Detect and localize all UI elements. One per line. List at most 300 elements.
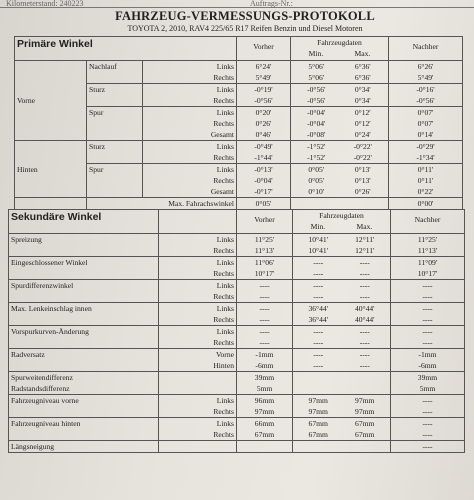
min-value: ----: [313, 258, 324, 267]
secondary-label-cell: [9, 372, 159, 395]
angle-group-label: Spur: [87, 164, 143, 198]
nachher-value: -0°56': [416, 96, 435, 105]
secondary-row-label: Spurweitendifferenz: [11, 373, 73, 382]
side-label: Hinten: [213, 361, 234, 370]
fahrachs-label: Max. Fahrachswinkel: [87, 198, 237, 210]
side-label: Rechts: [213, 338, 234, 347]
side-labels: [143, 84, 237, 107]
max-values: [340, 107, 385, 140]
max-value: 12°11': [355, 246, 375, 255]
primary-heading: Primäre Winkel: [15, 37, 237, 61]
vorher-values: [237, 349, 293, 372]
max-value: ----: [359, 338, 370, 347]
nachher-values: [389, 164, 463, 198]
max-value: 12°11': [355, 235, 375, 244]
side-label: Rechts: [213, 407, 234, 416]
side-labels: [159, 372, 237, 395]
max-value: 0°13': [354, 165, 371, 174]
spec-values: [291, 164, 389, 198]
spec-values: [293, 257, 391, 280]
side-label: Rechts: [213, 153, 235, 162]
side-label: [161, 441, 234, 452]
col-vorher: [237, 37, 291, 61]
secondary-label-cell: [9, 280, 159, 303]
secondary-row: [9, 234, 465, 257]
vorher-values: [237, 326, 293, 349]
nachher-values: [391, 326, 465, 349]
vorher-value: 11°06': [254, 258, 275, 267]
min-values: [296, 257, 341, 279]
side-labels: [159, 395, 237, 418]
min-values: [296, 303, 341, 325]
sec-col-nachher-label: Nachher: [414, 215, 441, 224]
vorher-value: ----: [259, 338, 270, 347]
side-label: Rechts: [213, 119, 235, 128]
min-value: [296, 372, 341, 383]
spec-values: [293, 303, 391, 326]
max-value: 97mm: [355, 407, 375, 416]
secondary-row-label: Vorspurkurven-Änderung: [11, 327, 89, 336]
vorher-value: 0°20': [255, 108, 272, 117]
min-values: [294, 141, 339, 163]
nachher-value: ----: [422, 327, 433, 336]
sec-col-min-label: Min.: [310, 222, 326, 231]
nachher-value: 11°13': [417, 246, 438, 255]
min-values: [296, 395, 341, 417]
col-fahrzeugdaten: [291, 37, 389, 61]
max-values: [340, 164, 385, 197]
max-values: [340, 141, 385, 163]
nachher-value: 0°11': [417, 176, 434, 185]
vorher-value: -1°44': [254, 153, 273, 162]
min-value: ----: [313, 338, 324, 347]
secondary-row: [9, 280, 465, 303]
vorher-values: [237, 61, 291, 84]
min-value: [296, 383, 341, 394]
min-value: -0°56': [307, 96, 326, 105]
header-strip: [0, 0, 474, 8]
vorher-values: [237, 303, 293, 326]
min-values: [294, 107, 339, 140]
spec-values: [293, 349, 391, 372]
nachher-values: [391, 441, 465, 453]
vorher-value: 66mm: [254, 419, 275, 428]
vorher-value: 5°49': [255, 73, 272, 82]
side-label: Rechts: [213, 292, 234, 301]
vorher-value: -1mm: [255, 350, 274, 359]
secondary-row-label: Längsneigung: [11, 442, 55, 451]
spec-values: [291, 84, 389, 107]
min-value: ----: [313, 269, 324, 278]
max-value: ----: [359, 327, 370, 336]
secondary-row: [9, 372, 465, 395]
vorher-value: 0°26': [255, 119, 272, 128]
side-labels: [159, 234, 237, 257]
side-label: Rechts: [213, 430, 234, 439]
nachher-values: [391, 395, 465, 418]
min-values: [296, 441, 341, 452]
nachher-value: 0°11': [417, 165, 434, 174]
nachher-value: ----: [422, 407, 433, 416]
max-value: ----: [359, 350, 370, 359]
secondary-row-label-2: Radstandsdifferenz: [11, 384, 70, 393]
max-value: 0°34': [354, 96, 371, 105]
min-value: 67mm: [308, 419, 328, 428]
secondary-row-label: Spreizung: [11, 235, 42, 244]
vorher-value: -0°56': [254, 96, 273, 105]
min-value: [296, 441, 341, 452]
side-labels: [159, 280, 237, 303]
max-value: 6°36': [354, 73, 371, 82]
min-values: [294, 164, 339, 197]
max-values: [340, 61, 385, 83]
spec-values: [293, 326, 391, 349]
side-label: Gesamt: [210, 187, 235, 196]
vorher-value: 97mm: [254, 407, 275, 416]
min-value: 0°05': [308, 176, 325, 185]
side-label: Rechts: [213, 269, 234, 278]
nachher-values: [391, 349, 465, 372]
vorher-value: 11°13': [254, 246, 275, 255]
nachher-value: -1°34': [416, 153, 435, 162]
max-values: [342, 395, 387, 417]
max-values: [342, 257, 387, 279]
vorher-value: -0°04': [254, 176, 273, 185]
max-value: 0°13': [354, 176, 371, 185]
min-value: ----: [313, 292, 324, 301]
min-values: [296, 234, 341, 256]
min-value: -0°56': [307, 85, 326, 94]
max-value: [342, 372, 387, 383]
secondary-row-label: Spurdifferenzwinkel: [11, 281, 74, 290]
secondary-row: [9, 441, 465, 453]
spec-values: [291, 141, 389, 164]
col-fahrzeugdaten-label: Fahrzeugdaten: [317, 38, 362, 47]
max-value: 97mm: [355, 396, 375, 405]
sec-col-vorher: [237, 210, 293, 234]
max-value: 67mm: [355, 430, 375, 439]
side-labels: [143, 141, 237, 164]
spec-values: [293, 372, 391, 395]
nachher-values: [389, 84, 463, 107]
secondary-label-cell: [9, 395, 159, 418]
nachher-value: ----: [422, 292, 433, 301]
nachher-value: 0°14': [417, 130, 434, 139]
max-values: [342, 280, 387, 302]
col-nachher-label: Nachher: [412, 42, 439, 51]
angle-group-label: Nachlauf: [87, 61, 143, 84]
vorher-value: ----: [259, 304, 270, 313]
min-value: 10°41': [308, 246, 329, 255]
side-label: Vorne: [216, 350, 234, 359]
vorher-value: 5mm: [256, 384, 273, 393]
vorher-values: [237, 441, 293, 453]
min-values: [296, 326, 341, 348]
nachher-values: [389, 141, 463, 164]
vorher-values: [237, 280, 293, 303]
min-value: 10°41': [308, 235, 329, 244]
secondary-row-label: Fahrzeugniveau hinten: [11, 419, 81, 428]
min-value: ----: [313, 350, 324, 359]
col-max-label: Max.: [354, 49, 371, 58]
min-value: 5°06': [308, 73, 325, 82]
max-value: -0°22': [353, 153, 372, 162]
page-title: FAHRZEUG-VERMESSUNGS-PROTOKOLL: [115, 9, 375, 23]
min-values: [294, 84, 339, 106]
min-value: 0°05': [308, 165, 325, 174]
vorher-value: 11°25': [254, 235, 275, 244]
nachher-value: 11°25': [417, 235, 438, 244]
side-label: Links: [216, 85, 235, 94]
secondary-row-label: Eingeschlossener Winkel: [11, 258, 88, 267]
order-label: Auftrags-Nr.:: [250, 0, 293, 8]
secondary-row: [9, 418, 465, 441]
secondary-label-cell: [9, 303, 159, 326]
min-value: 36°44': [308, 315, 329, 324]
vorher-value: 96mm: [254, 396, 275, 405]
min-value: 97mm: [308, 396, 328, 405]
nachher-value: 0°07': [417, 119, 434, 128]
side-label: Rechts: [213, 73, 235, 82]
spec-values: [291, 107, 389, 141]
vehicle-subtitle: TOYOTA 2, 2010, RAV4 225/65 R17 Reifen Benzin und Diesel Motoren: [127, 24, 363, 33]
nachher-value: 5°49': [417, 73, 434, 82]
max-value: 0°24': [354, 130, 371, 139]
vorher-value: -0°49': [254, 142, 273, 151]
vorher-values: [237, 164, 291, 198]
max-value: 40°44': [354, 315, 375, 324]
max-value: ----: [359, 281, 370, 290]
axle-vorne-label: Vorne: [15, 61, 87, 141]
angle-group-label: Spur: [87, 107, 143, 141]
max-value: 0°12': [354, 119, 371, 128]
max-value: 0°34': [354, 85, 371, 94]
nachher-value: 5mm: [419, 384, 436, 393]
side-label: Rechts: [213, 176, 235, 185]
nachher-values: [391, 280, 465, 303]
vorher-value: ----: [259, 327, 270, 336]
secondary-row: [9, 257, 465, 280]
angle-group-label: Sturz: [87, 141, 143, 164]
max-value: [342, 383, 387, 394]
vorher-value: ----: [259, 281, 270, 290]
min-values: [296, 280, 341, 302]
secondary-row: [9, 303, 465, 326]
secondary-row-label: Radversatz: [11, 350, 45, 359]
max-values: [342, 303, 387, 325]
side-label: Links: [216, 142, 235, 151]
side-labels: [159, 326, 237, 349]
max-values: [342, 326, 387, 348]
max-value: ----: [359, 292, 370, 301]
vorher-values: [237, 234, 293, 257]
side-label: Links: [216, 419, 234, 428]
secondary-label-cell: [9, 326, 159, 349]
vorher-value: -0°19': [254, 85, 273, 94]
side-label: Links: [216, 108, 235, 117]
col-min-label: Min.: [308, 49, 324, 58]
max-values: [342, 372, 387, 394]
nachher-value: 0°07': [417, 108, 434, 117]
max-value: 6°36': [354, 62, 371, 71]
max-value: 0°26': [354, 187, 371, 196]
side-label: Rechts: [213, 315, 234, 324]
secondary-label-cell: [9, 349, 159, 372]
vorher-value: -0°13': [254, 165, 273, 174]
secondary-angles-table: [8, 209, 465, 453]
nachher-values: [389, 61, 463, 84]
secondary-row-label: Max. Lenkeinschlag innen: [11, 304, 92, 313]
side-labels: [159, 418, 237, 441]
max-value: ----: [359, 258, 370, 267]
side-label: Gesamt: [210, 130, 235, 139]
min-values: [296, 349, 341, 371]
col-vorher-label: Vorher: [253, 42, 274, 51]
nachher-value: -0°29': [416, 142, 435, 151]
vorher-value: 67mm: [254, 430, 275, 439]
nachher-value: 10°17': [417, 269, 438, 278]
side-labels: [143, 164, 237, 198]
nachher-value: 6°26': [417, 62, 434, 71]
angle-group-label: Sturz: [87, 84, 143, 107]
min-value: -1°52': [307, 142, 326, 151]
primary-row: [15, 141, 463, 164]
nachher-value: -6mm: [418, 361, 437, 370]
fahrachs-nachher: 0°00': [389, 198, 463, 210]
secondary-heading: Sekundäre Winkel: [9, 210, 159, 234]
side-label: Links: [216, 258, 234, 267]
nachher-value: ----: [422, 338, 433, 347]
fahrachs-vorher: 0°05': [237, 198, 291, 210]
nachher-value: ----: [422, 304, 433, 313]
min-value: ----: [313, 361, 324, 370]
max-values: [340, 84, 385, 106]
side-labels: [159, 441, 237, 453]
side-label: Links: [216, 396, 234, 405]
max-value: -0°22': [353, 142, 372, 151]
vorher-values: [237, 257, 293, 280]
side-labels: [159, 303, 237, 326]
vorher-value: 0°46': [255, 130, 272, 139]
secondary-row: [9, 326, 465, 349]
vorher-values: [237, 107, 291, 141]
vorher-value: ----: [259, 292, 270, 301]
side-labels: [159, 257, 237, 280]
side-label: Links: [216, 281, 234, 290]
odometer-label: Kilometerstand: 240223: [6, 0, 84, 8]
vorher-values: [237, 395, 293, 418]
side-label: Links: [216, 62, 235, 71]
side-label: Links: [216, 304, 234, 313]
side-labels: [159, 349, 237, 372]
sec-col-fahrzeugdaten-label: Fahrzeugdaten: [319, 211, 364, 220]
max-value: ----: [359, 361, 370, 370]
nachher-value: ----: [422, 315, 433, 324]
nachher-value: 0°22': [417, 187, 434, 196]
nachher-value: -0°16': [416, 85, 435, 94]
min-values: [296, 372, 341, 394]
col-nachher: [389, 37, 463, 61]
vorher-value: -0°17': [254, 187, 273, 196]
spec-values: [293, 441, 391, 453]
min-value: 97mm: [308, 407, 328, 416]
vorher-value: -6mm: [255, 361, 274, 370]
side-label: Rechts: [213, 246, 234, 255]
max-value: 0°12': [354, 108, 371, 117]
spec-values: [293, 280, 391, 303]
side-labels: [143, 107, 237, 141]
max-values: [342, 418, 387, 440]
nachher-values: [389, 107, 463, 141]
side-label: Links: [216, 327, 234, 336]
vorher-values: [237, 141, 291, 164]
nachher-value: 39mm: [417, 373, 438, 382]
sec-col-nachher: [391, 210, 465, 234]
min-value: 0°10': [308, 187, 325, 196]
nachher-values: [391, 372, 465, 395]
side-labels: [143, 61, 237, 84]
min-value: 5°06': [308, 62, 325, 71]
primary-angles-table: [14, 36, 463, 210]
vorher-value: ----: [259, 315, 270, 324]
min-value: ----: [313, 327, 324, 336]
secondary-row: [9, 349, 465, 372]
axle-hinten-label: Hinten: [15, 141, 87, 198]
min-value: 36°44': [308, 304, 329, 313]
secondary-label-cell: [9, 418, 159, 441]
vorher-value: [239, 441, 290, 452]
secondary-label-cell: [9, 441, 159, 453]
nachher-value: ----: [422, 396, 433, 405]
max-values: [342, 441, 387, 452]
max-values: [342, 234, 387, 256]
min-values: [294, 61, 339, 83]
min-value: -1°52': [307, 153, 326, 162]
secondary-row-label: Fahrzeugniveau vorne: [11, 396, 79, 405]
spec-values: [293, 395, 391, 418]
min-value: 67mm: [308, 430, 328, 439]
nachher-value: ----: [422, 281, 433, 290]
nachher-value: ----: [422, 419, 433, 428]
max-value: ----: [359, 269, 370, 278]
sec-col-fahrzeugdaten: [293, 210, 391, 234]
min-value: -0°08': [307, 130, 326, 139]
nachher-value: ----: [422, 430, 433, 439]
side-label: Links: [216, 235, 234, 244]
vorher-values: [237, 372, 293, 395]
side-label: Rechts: [213, 96, 235, 105]
min-value: ----: [313, 281, 324, 290]
max-values: [342, 349, 387, 371]
secondary-row: [9, 395, 465, 418]
nachher-values: [391, 418, 465, 441]
side-label: Links: [216, 165, 235, 174]
side-label: [161, 372, 234, 383]
spec-values: [293, 418, 391, 441]
min-value: -0°04': [307, 108, 326, 117]
spec-values: [293, 234, 391, 257]
nachher-value: 11°09': [417, 258, 438, 267]
secondary-label-cell: [9, 234, 159, 257]
secondary-label-cell: [9, 257, 159, 280]
max-value: 67mm: [355, 419, 375, 428]
min-value: -0°04': [307, 119, 326, 128]
nachher-values: [391, 257, 465, 280]
spec-values: [291, 61, 389, 84]
side-label: [161, 383, 234, 394]
max-value: [342, 441, 387, 452]
sec-col-max-label: Max.: [356, 222, 373, 231]
